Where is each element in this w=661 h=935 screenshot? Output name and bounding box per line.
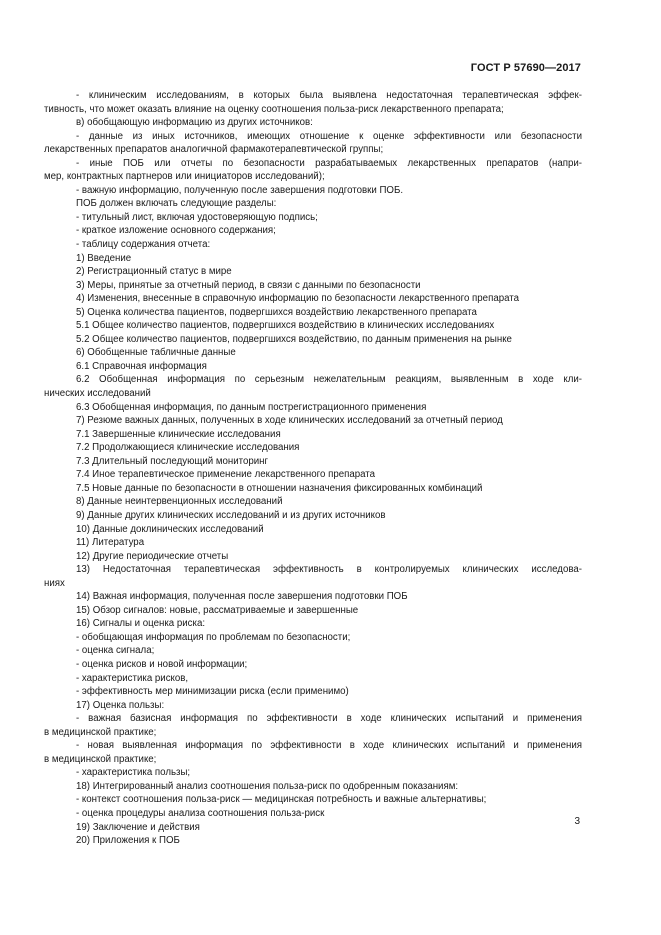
- text-line: 6.3 Обобщенная информация, по данным пострегистрационного применения: [76, 401, 427, 413]
- text-line: - оценка рисков и новой информации;: [76, 658, 248, 670]
- text-line: - новая выявленная информация по эффективности в ходе клинических испытаний и применения: [76, 740, 582, 752]
- text-line: 7.2 Продолжающиеся клинические исследования: [76, 442, 300, 454]
- text-line: 6.2 Обобщенная информация по серьезным нежелательным реакциям, выявленным в ходе кли-: [76, 374, 582, 386]
- text-line: 10) Данные доклинических исследований: [76, 523, 264, 535]
- text-line: 14) Важная информация, полученная после завершения подготовки ПОБ: [76, 591, 408, 603]
- text-line: 12) Другие периодические отчеты: [76, 550, 229, 562]
- text-line: 7.3 Длительный последующий мониторинг: [76, 455, 269, 467]
- text-line: - оценка процедуры анализа соотношения польза-риск: [76, 807, 325, 819]
- text-line: - иные ПОБ или отчеты по безопасности разрабатываемых лекарственных препаратов (напри-: [76, 157, 582, 169]
- text-line: - клиническим исследованиям, в которых была выявлена недостаточная терапевтическая эффек-: [76, 90, 582, 101]
- text-line: 7.5 Новые данные по безопасности в отношении назначения фиксированных комбинаций: [76, 482, 483, 494]
- text-line: 15) Обзор сигналов: новые, рассматриваемые и завершенные: [76, 604, 359, 616]
- text-line: - контекст соотношения польза-риск — медицинская потребность и важные альтернативы;: [76, 794, 487, 806]
- text-line: ПОБ должен включать следующие разделы:: [76, 198, 277, 210]
- text-line: - характеристика пользы;: [76, 767, 191, 779]
- text-line: 4) Изменения, внесенные в справочную информацию по безопасности лекарственного препарата: [76, 293, 519, 305]
- text-line: 5) Оценка количества пациентов, подвергшихся воздействию лекарственного препарата: [76, 306, 477, 318]
- text-line: 7.1 Завершенные клинические исследования: [76, 428, 281, 440]
- text-line: нических исследований: [44, 388, 151, 400]
- text-line: 20) Приложения к ПОБ: [76, 835, 180, 847]
- text-line: в медицинской практике;: [44, 726, 157, 738]
- text-line: 2) Регистрационный статус в мире: [76, 266, 232, 278]
- text-line: - краткое изложение основного содержания;: [76, 225, 276, 237]
- text-line: - обобщающая информация по проблемам по безопасности;: [76, 631, 351, 643]
- text-line: 5.1 Общее количество пациентов, подвергшихся воздействию в клинических исследованиях: [76, 320, 495, 332]
- text-line: 13) Недостаточная терапевтическая эффективность в контролируемых клинических исследова-: [76, 564, 582, 576]
- text-line: - характеристика рисков,: [76, 672, 189, 684]
- text-line: 1) Введение: [76, 252, 132, 264]
- text-line: 7.4 Иное терапевтическое применение лекарственного препарата: [76, 469, 376, 481]
- text-line: - важная базисная информация по эффективности в ходе клинических испытаний и применения: [76, 713, 582, 725]
- text-line: - данные из иных источников, имеющих отношение к оценке эффективности или безопасности: [76, 130, 582, 142]
- document-body: [44, 89, 582, 848]
- text-line: 6) Обобщенные табличные данные: [76, 347, 236, 359]
- text-line: 5.2 Общее количество пациентов, подвергшихся воздействию, по данным применения на рынке: [76, 333, 512, 345]
- text-line: лекарственных препаратов аналогичной фармакотерапевтической группы;: [44, 144, 384, 156]
- text-line: ниях: [44, 577, 65, 589]
- text-line: - титульный лист, включая удостоверяющую подпись;: [76, 211, 318, 223]
- text-line: - оценка сигнала;: [76, 645, 155, 657]
- text-line: 6.1 Справочная информация: [76, 360, 207, 372]
- text-line: 16) Сигналы и оценка риска:: [76, 618, 206, 630]
- text-line: - важную информацию, полученную после завершения подготовки ПОБ.: [76, 184, 404, 196]
- text-line: 11) Литература: [76, 537, 145, 549]
- document-standard-id: ГОСТ Р 57690—2017: [470, 62, 581, 74]
- text-line: мер, контрактных партнеров или инициаторов исследований);: [44, 171, 325, 183]
- text-line: - эффективность мер минимизации риска (если применимо): [76, 686, 349, 698]
- text-line: в медицинской практике;: [44, 753, 157, 765]
- page-number: 3: [574, 816, 580, 827]
- text-line: 19) Заключение и действия: [76, 821, 200, 833]
- text-line: тивность, что может оказать влияние на оценку соотношения польза-риск лекарственного препарата;: [44, 103, 504, 115]
- text-line: 9) Данные других клинических исследований и из других источников: [76, 509, 386, 521]
- text-line: 17) Оценка пользы:: [76, 699, 165, 711]
- text-line: 7) Резюме важных данных, полученных в ходе клинических исследований за отчетный период: [76, 415, 503, 427]
- text-line: - таблицу содержания отчета:: [76, 239, 211, 251]
- text-line: 18) Интегрированный анализ соотношения польза-риск по одобренным показаниям:: [76, 780, 459, 792]
- text-line: 8) Данные неинтервенционных исследований: [76, 496, 283, 508]
- text-line: в) обобщающую информацию из других источников:: [76, 117, 313, 129]
- text-line: 3) Меры, принятые за отчетный период, в связи с данными по безопасности: [76, 279, 421, 291]
